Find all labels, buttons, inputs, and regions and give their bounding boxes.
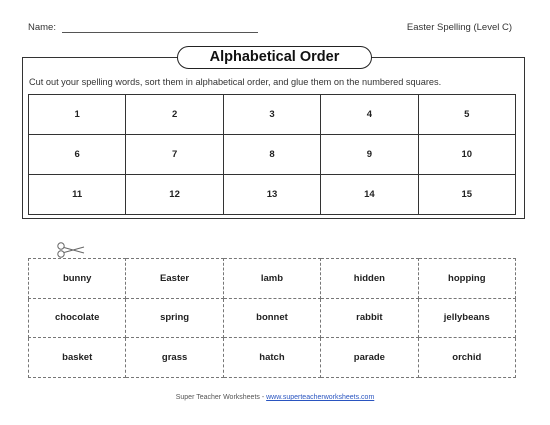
number-square: 9: [321, 135, 418, 175]
instructions-text: Cut out your spelling words, sort them in alphabetical order, and glue them on the numbered squares.: [29, 77, 442, 87]
number-square: 12: [126, 175, 223, 215]
footer: [0, 394, 550, 401]
number-square: 10: [418, 135, 515, 175]
word-card: parade: [321, 338, 418, 378]
word-card: bunny: [29, 259, 126, 299]
word-card: spring: [126, 298, 223, 338]
section-title: Alphabetical Order: [177, 46, 372, 69]
word-card: grass: [126, 338, 223, 378]
number-square: 3: [223, 95, 320, 135]
numbered-squares-grid: [28, 94, 516, 215]
scissors-icon: [56, 241, 86, 259]
word-row: [29, 298, 516, 338]
number-square: 4: [321, 95, 418, 135]
word-card: hopping: [418, 259, 515, 299]
number-square: 7: [126, 135, 223, 175]
word-card: lamb: [223, 259, 320, 299]
number-row: [29, 175, 516, 215]
word-card: hatch: [223, 338, 320, 378]
number-square: 14: [321, 175, 418, 215]
number-square: 5: [418, 95, 515, 135]
worksheet-title: Easter Spelling (Level C): [406, 22, 512, 33]
word-card: rabbit: [321, 298, 418, 338]
word-row: [29, 338, 516, 378]
number-row: [29, 135, 516, 175]
number-square: 2: [126, 95, 223, 135]
footer-link[interactable]: www.superteacherworksheets.com: [266, 394, 375, 401]
word-card: Easter: [126, 259, 223, 299]
word-card: bonnet: [223, 298, 320, 338]
word-card: basket: [29, 338, 126, 378]
name-line: [62, 32, 258, 33]
number-square: 8: [223, 135, 320, 175]
number-square: 15: [418, 175, 515, 215]
number-row: [29, 95, 516, 135]
footer-text: Super Teacher Worksheets -: [175, 394, 267, 401]
word-card: orchid: [418, 338, 515, 378]
word-card: chocolate: [29, 298, 126, 338]
number-square: 13: [223, 175, 320, 215]
number-square: 11: [29, 175, 126, 215]
number-square: 1: [29, 95, 126, 135]
word-card: hidden: [321, 259, 418, 299]
word-row: [29, 259, 516, 299]
name-label: Name:: [28, 22, 56, 33]
number-square: 6: [29, 135, 126, 175]
word-card: jellybeans: [418, 298, 515, 338]
spelling-words-grid: [28, 258, 516, 378]
